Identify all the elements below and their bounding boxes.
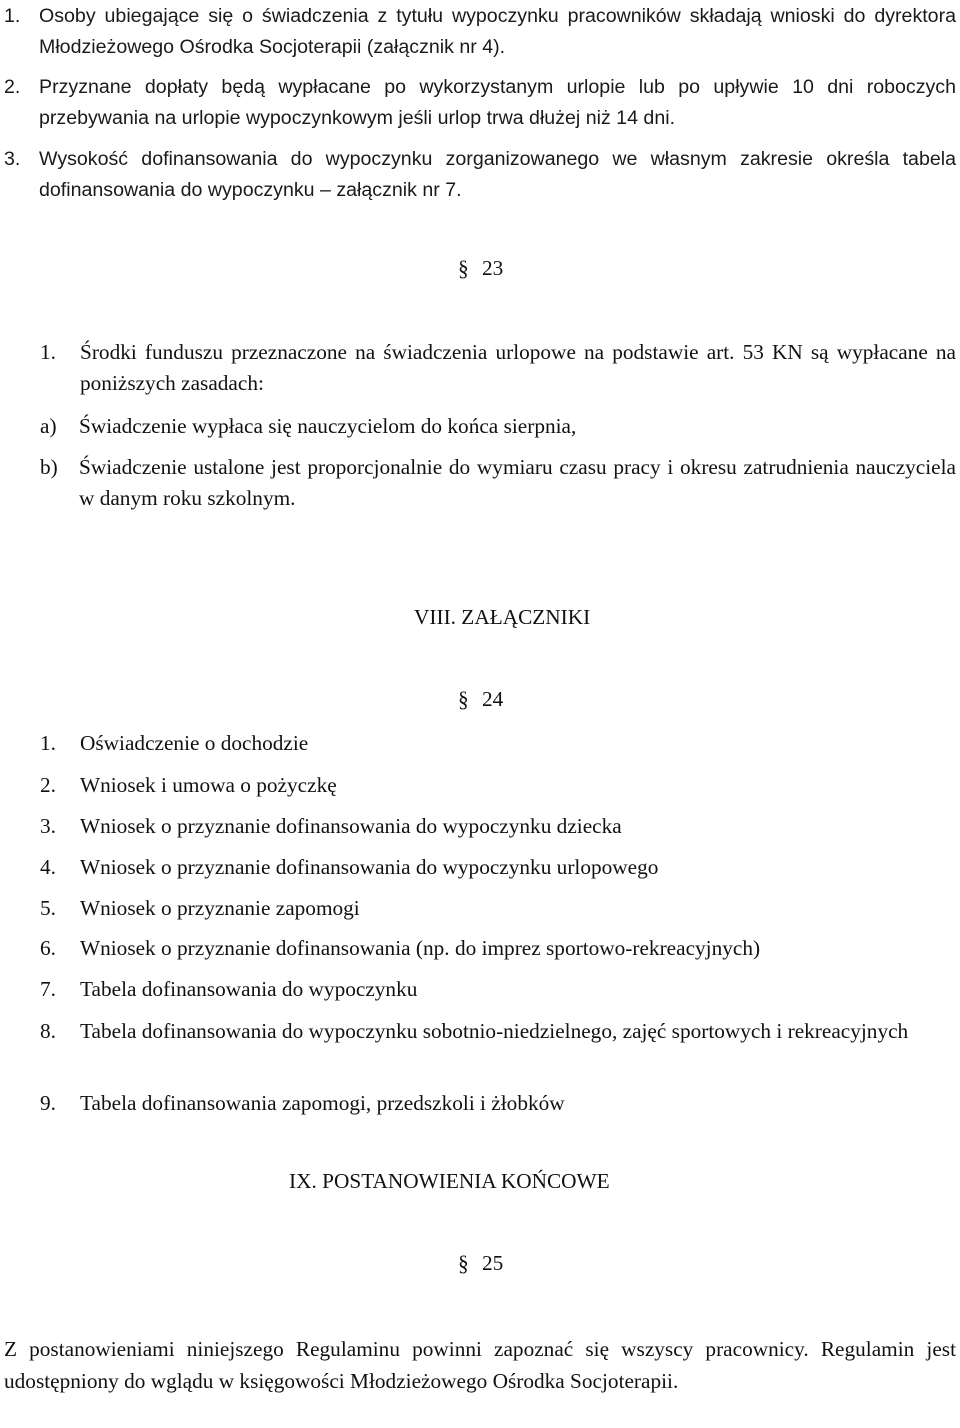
attachment-number: 6. [40, 936, 56, 960]
attachment-number: 9. [40, 1091, 56, 1115]
sub-item [40, 411, 956, 442]
paragraph-number: 25 [481, 1251, 504, 1275]
attachment-text: Wniosek o przyznanie dofinansowania (np. do imprez sportowo-rekreacyjnych) [80, 936, 761, 960]
attachment-number: 8. [40, 1019, 56, 1043]
attachment-number: 1. [40, 731, 56, 755]
attachment-number: 4. [40, 855, 56, 879]
sub-item [40, 452, 956, 514]
list-item-number: 3. [4, 148, 21, 170]
paragraph-sign-23 [458, 256, 503, 281]
attachment-number: 7. [40, 977, 56, 1001]
list-item-text: Przyznane dopłaty będą wypłacane po wykorzystanym urlopie lub po upływie 10 dni roboczych przebywania na urlopie wypoczynkowym jeśli urlop trwa dłużej niż 14 dni. [39, 76, 956, 129]
attachment-text: Wniosek o przyznanie dofinansowania do wypoczynku urlopowego [80, 855, 659, 879]
attachment-text: Oświadczenie o dochodzie [80, 731, 309, 755]
sub-item-letter: a) [40, 414, 57, 438]
paragraph-number: 24 [481, 687, 504, 711]
attachment-item [40, 852, 956, 883]
section-sign: § [458, 686, 469, 712]
attachment-item [40, 1016, 956, 1047]
attachment-item [40, 770, 956, 801]
attachment-text: Wniosek i umowa o pożyczkę [80, 773, 337, 797]
attachment-item [40, 811, 956, 842]
attachment-text: Tabela dofinansowania do wypoczynku [80, 977, 418, 1001]
article-item-number: 1. [40, 340, 56, 364]
paragraph-sign-24 [458, 687, 503, 712]
paragraph-sign-25 [458, 1251, 503, 1276]
attachment-text: Wniosek o przyznanie dofinansowania do wypoczynku dziecka [80, 814, 622, 838]
closing-paragraph: Z postanowieniami niniejszego Regulaminu powinni zapoznać się wszyscy pracownicy. Regulamin jest udostępniony do wglądu w księgowości Młodzieżowego Ośrodka Socjoterapii. [4, 1337, 956, 1393]
sub-item-text: Świadczenie ustalone jest proporcjonalnie do wymiaru czasu pracy i okresu zatrudnienia nauczyciela w danym roku szkolnym. [79, 455, 956, 510]
attachment-text: Tabela dofinansowania zapomogi, przedszkoli i żłobków [80, 1091, 565, 1115]
attachment-number: 5. [40, 896, 56, 920]
section-title-ix: IX. POSTANOWIENIA KOŃCOWE [289, 1169, 610, 1193]
list-item [4, 144, 956, 206]
list-item-text: Osoby ubiegające się o świadczenia z tytułu wypoczynku pracowników składają wnioski do dyrektora Młodzieżowego Ośrodka Socjoterapii (załącznik nr 4). [39, 5, 956, 58]
list-item-number: 2. [4, 76, 21, 98]
attachment-number: 3. [40, 814, 56, 838]
list-item [4, 1, 956, 63]
attachment-item [40, 1088, 956, 1119]
paragraph-number: 23 [481, 256, 504, 280]
article-item [40, 337, 956, 399]
sub-item-letter: b) [40, 455, 58, 479]
attachment-text: Wniosek o przyznanie zapomogi [80, 896, 360, 920]
attachment-item [40, 728, 956, 759]
section-sign: § [458, 255, 469, 281]
attachment-text: Tabela dofinansowania do wypoczynku sobotnio-niedzielnego, zajęć sportowych i rekreacyjnych [80, 1019, 909, 1043]
sub-item-text: Świadczenie wypłaca się nauczycielom do końca sierpnia, [79, 414, 577, 438]
list-item-number: 1. [4, 5, 21, 27]
attachment-number: 2. [40, 773, 56, 797]
attachment-item [40, 893, 956, 924]
attachment-item [40, 933, 956, 964]
section-title-viii: VIII. ZAŁĄCZNIKI [414, 605, 591, 629]
article-item-text: Środki funduszu przeznaczone na świadczenia urlopowe na podstawie art. 53 KN są wypłacane na poniższych zasadach: [80, 340, 956, 395]
attachment-item [40, 974, 956, 1005]
list-item [4, 72, 956, 134]
section-sign: § [458, 1250, 469, 1276]
list-item-text: Wysokość dofinansowania do wypoczynku zorganizowanego we własnym zakresie określa tabela dofinansowania do wypoczynku – załącznik nr 7. [39, 148, 956, 201]
